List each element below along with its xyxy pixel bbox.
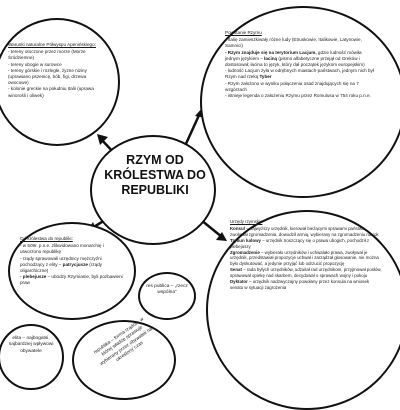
roman-offices-title: Urzędy rzymskie <box>230 219 263 224</box>
kingdom-to-republic-item: - rządy sprawowali urzędnicy mężczyźni pochodzący z elity – patrycjusze (rządy oligarchiczne) <box>20 255 102 274</box>
rome-founding-item: - ludność Lacjum żyła w odrębnych miastach-państwach, jednym nich był Rzym nad rzeką Tyber <box>225 68 374 80</box>
elite-text: elita – najbogatsi, najbardziej wpływowi obywatele <box>8 336 54 354</box>
res-publica-text: res publica – „rzecz wspólna” <box>146 284 188 296</box>
roman-office-item: Trybun ludowy – urzędnik troszczący się o prawa ubogich, pochodził z plebejuszy <box>230 237 370 249</box>
center-title: RZYM OD KRÓLESTWA DO REPUBLIKI <box>104 153 206 197</box>
rome-founding-item: - istnieje legenda o założeniu Rzymu przez Romulusa w 754 roku p.n.e. <box>225 93 371 99</box>
roman-office-item: Dyktator – urzędnik nadzwyczajny powołany przez konsula na wniosek senatu w sytuacji zagrożenia <box>230 279 370 290</box>
rome-founding-item: - Italię zamieszkiwały różne ludy (Etruskowie, Italikowie, Latynowie, Samnici) <box>225 37 362 49</box>
kingdom-to-republic-content <box>20 236 124 287</box>
republic-text: republika – forma rządów, w której władzę sprawuje wybierany przez obywateli na określony czas <box>93 317 154 367</box>
natural-conditions-content <box>8 42 108 99</box>
rome-founding-title: Powstanie Rzymu <box>225 30 262 35</box>
rome-founding-content <box>225 30 375 99</box>
kingdom-to-republic-title: Od królestwa do republiki: <box>20 236 73 241</box>
natural-conditions-title: Warunki naturalne Półwyspu Apenińskiego: <box>8 42 96 47</box>
roman-office-item: Zgromadzenie – wybierało urzędników i uchwalało prawa, zwoływał je urzędnik, przedstawiał propozycje uchwał i zarządzał głosowanie, nie można było dyskutować, a jedynie przyjąć lub odrzucić propozycję <box>230 249 379 267</box>
rome-founding-item: - Rzym założono w wyniku połączenia osad znajdujących się na 7 wzgórzach <box>225 80 359 92</box>
natural-conditions-item: - kolonie greckie na południu Italii (uprawa winorośli i oliwek) <box>8 86 94 98</box>
rome-founding-item: - Rzym znajduje się na terytorium Lacjum, gdzie ludność mówiła jednym językiem – łaciną (pismo alfabetyczne przejął od Greków i dostosował; łacina to język, który dał początek językom europejskim) <box>225 49 365 68</box>
kingdom-to-republic-item: - w 509r. p.n.e. zlikwidowano monarchię i utworzono republikę <box>20 243 104 255</box>
natural-conditions-item: - tereny ubogie w surowce <box>8 61 62 67</box>
roman-office-item: Senat – rada byłych urzędników, udzielał rad urzędnikom, przyjmował posłów, sprawował opiekę nad skarbem, decydował o sprawach wojny i pokoju <box>230 267 382 279</box>
bubble-elite <box>0 324 64 390</box>
roman-offices-content <box>230 219 382 291</box>
natural-conditions-item: - tereny górskie i rozległe, żyzne niziny (uprawiano pszenicę, bób, figi, drzewa owocowe) <box>8 67 87 86</box>
kingdom-to-republic-item: - plebejusze – ubodzy Rzymianie, byli pozbawieni praw <box>20 274 123 286</box>
roman-office-item: Konsul – najwyższy urzędnik, kierował bieżącymi sprawami państwa, zwoływał zgromadzenia, dowodził armią, wybierany na zgromadzeniu na rok <box>230 225 379 237</box>
natural-conditions-item: - tereny otoczone przez morze (Morze Śródziemne) <box>8 49 86 61</box>
